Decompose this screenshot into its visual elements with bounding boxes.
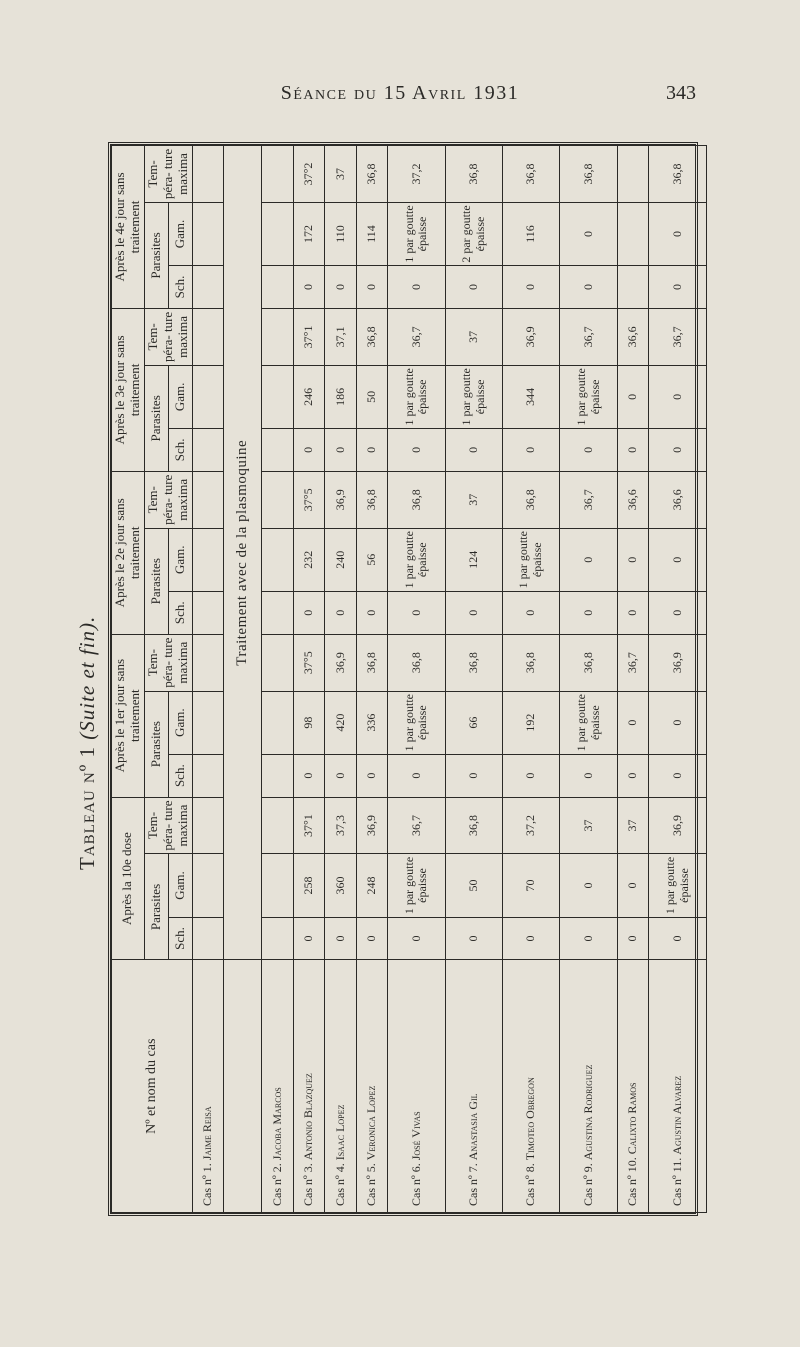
value-cell: 0 <box>649 266 707 309</box>
page-number: 343 <box>666 82 696 104</box>
value-cell <box>262 591 294 634</box>
value-cell <box>192 634 224 691</box>
value-cell: 66 <box>445 691 502 754</box>
value-cell: 37,3 <box>325 797 357 854</box>
case-prefix: Cas nº <box>523 1175 538 1206</box>
value-cell: 36,8 <box>503 146 560 203</box>
value-cell: 0 <box>325 591 357 634</box>
case-number: 11. <box>669 1157 684 1173</box>
table-caption-label: Tableau nº 1 <box>75 746 99 870</box>
case-patient-name: Isaac Lopez <box>332 1104 347 1161</box>
case-patient-name: Jaime Reisa <box>200 1106 215 1161</box>
value-cell: 336 <box>356 691 388 754</box>
case-prefix: Cas nº <box>465 1175 480 1206</box>
value-cell: 0 <box>649 754 707 797</box>
value-cell: 248 <box>356 854 388 917</box>
table-row <box>293 146 325 1213</box>
case-number: 10. <box>625 1157 640 1173</box>
value-cell: 0 <box>560 591 617 634</box>
table-row <box>445 146 502 1213</box>
value-cell: 50 <box>356 365 388 428</box>
table-row <box>192 146 224 1213</box>
value-cell: 0 <box>503 591 560 634</box>
value-cell: 37 <box>445 471 502 528</box>
value-cell: 36,7 <box>617 634 649 691</box>
case-name-cell <box>560 960 617 1213</box>
treatment-name-cell <box>224 960 262 1213</box>
case-patient-name: Agustin Alvarez <box>669 1075 684 1155</box>
value-cell <box>617 202 649 265</box>
value-cell <box>262 917 294 960</box>
value-cell: 344 <box>503 365 560 428</box>
case-number: 4. <box>332 1163 347 1173</box>
case-patient-name: José Vivas <box>408 1111 423 1161</box>
table-caption <box>75 70 105 870</box>
value-cell: 0 <box>649 528 707 591</box>
value-cell: 70 <box>503 854 560 917</box>
value-cell: 36,8 <box>649 146 707 203</box>
value-cell: 36,8 <box>445 146 502 203</box>
value-cell: 37,2 <box>388 146 445 203</box>
value-cell <box>192 471 224 528</box>
value-cell: 36,9 <box>356 797 388 854</box>
value-cell: 0 <box>445 266 502 309</box>
value-cell: 1 par goutte épaisse <box>388 854 445 917</box>
value-cell: 37 <box>325 146 357 203</box>
treatment-row <box>224 146 262 1213</box>
value-cell: 36,8 <box>445 634 502 691</box>
value-cell: 420 <box>325 691 357 754</box>
value-cell: 110 <box>325 202 357 265</box>
value-cell: 36,9 <box>649 634 707 691</box>
value-cell: 246 <box>293 365 325 428</box>
case-prefix: Cas nº <box>269 1175 284 1206</box>
value-cell: 36,9 <box>649 797 707 854</box>
value-cell <box>617 266 649 309</box>
gam-header: Gam. <box>168 691 192 754</box>
value-cell: 36,7 <box>388 797 445 854</box>
value-cell: 37,2 <box>503 797 560 854</box>
value-cell <box>262 471 294 528</box>
sch-header: Sch. <box>168 917 192 960</box>
value-cell: 0 <box>325 917 357 960</box>
value-cell <box>262 202 294 265</box>
case-name-cell <box>503 960 560 1213</box>
value-cell: 0 <box>388 754 445 797</box>
value-cell: 186 <box>325 365 357 428</box>
value-cell: 124 <box>445 528 502 591</box>
value-cell: 0 <box>560 266 617 309</box>
value-cell: 0 <box>503 917 560 960</box>
value-cell: 258 <box>293 854 325 917</box>
value-cell: 36,8 <box>560 146 617 203</box>
value-cell: 50 <box>445 854 502 917</box>
value-cell: 56 <box>356 528 388 591</box>
value-cell <box>262 854 294 917</box>
value-cell <box>192 365 224 428</box>
value-cell <box>192 428 224 471</box>
case-prefix: Cas nº <box>332 1175 347 1206</box>
sch-header: Sch. <box>168 428 192 471</box>
case-patient-name: Calixto Ramos <box>625 1082 640 1155</box>
value-cell: 0 <box>293 917 325 960</box>
value-cell: 0 <box>356 428 388 471</box>
value-cell: 36,6 <box>617 308 649 365</box>
value-cell: 36,8 <box>356 471 388 528</box>
sch-header: Sch. <box>168 754 192 797</box>
table-row <box>356 146 388 1213</box>
temp-header: Tem- péra- ture maxima <box>144 471 192 528</box>
value-cell <box>262 266 294 309</box>
value-cell: 36,7 <box>649 308 707 365</box>
gam-header: Gam. <box>168 365 192 428</box>
value-cell: 2 par goutte épaisse <box>445 202 502 265</box>
table-row <box>388 146 445 1213</box>
value-cell: 36,7 <box>388 308 445 365</box>
parasites-header: Parasites <box>144 528 168 634</box>
value-cell: 0 <box>617 917 649 960</box>
value-cell: 0 <box>649 428 707 471</box>
case-patient-name: Veronica Lopez <box>364 1085 379 1161</box>
value-cell <box>192 797 224 854</box>
value-cell: 0 <box>293 266 325 309</box>
value-cell: 1 par goutte épaisse <box>388 528 445 591</box>
value-cell <box>262 691 294 754</box>
value-cell: 36,8 <box>356 308 388 365</box>
value-cell: 0 <box>617 528 649 591</box>
value-cell: 192 <box>503 691 560 754</box>
value-cell: 116 <box>503 202 560 265</box>
value-cell <box>192 266 224 309</box>
value-cell: 1 par goutte épaisse <box>388 691 445 754</box>
case-prefix: Cas nº <box>200 1175 215 1206</box>
case-patient-name: Jacoba Marcos <box>269 1087 284 1161</box>
col-header-name: Nº et nom du cas <box>112 960 193 1213</box>
value-cell: 0 <box>617 854 649 917</box>
case-number: 2. <box>269 1163 284 1173</box>
value-cell: 0 <box>356 917 388 960</box>
value-cell: 0 <box>503 428 560 471</box>
value-cell: 36,6 <box>617 471 649 528</box>
case-patient-name: Anastasia Gil <box>465 1093 480 1161</box>
value-cell: 37 <box>445 308 502 365</box>
case-number: 3. <box>301 1163 316 1173</box>
value-cell: 0 <box>617 428 649 471</box>
value-cell: 0 <box>388 917 445 960</box>
case-prefix: Cas nº <box>580 1175 595 1206</box>
value-cell <box>617 146 649 203</box>
case-name-cell <box>356 960 388 1213</box>
group-header: Après le 3e jour sans traitement <box>112 308 145 471</box>
rotated-table-wrapper <box>111 145 695 1213</box>
value-cell <box>262 428 294 471</box>
case-prefix: Cas nº <box>408 1175 423 1206</box>
table-row <box>503 146 560 1213</box>
case-name-cell <box>192 960 224 1213</box>
value-cell <box>192 854 224 917</box>
case-patient-name: Agustina Rodriguez <box>580 1064 595 1161</box>
case-prefix: Cas nº <box>669 1175 684 1206</box>
value-cell <box>262 146 294 203</box>
value-cell: 240 <box>325 528 357 591</box>
case-name-cell <box>325 960 357 1213</box>
group-header: Après la 10e dose <box>112 797 145 960</box>
case-prefix: Cas nº <box>301 1175 316 1206</box>
value-cell <box>192 754 224 797</box>
table-row <box>325 146 357 1213</box>
case-number: 9. <box>580 1163 595 1173</box>
value-cell: 98 <box>293 691 325 754</box>
value-cell: 0 <box>325 428 357 471</box>
value-cell <box>262 365 294 428</box>
value-cell: 172 <box>293 202 325 265</box>
value-cell: 0 <box>560 202 617 265</box>
temp-header: Tem- péra- ture maxima <box>144 634 192 691</box>
case-number: 7. <box>465 1163 480 1173</box>
treatment-label: Traitement avec de la plasmoquine <box>224 146 262 960</box>
case-number: 5. <box>364 1163 379 1173</box>
value-cell: 1 par goutte épaisse <box>503 528 560 591</box>
value-cell: 36,8 <box>445 797 502 854</box>
group-header: Après le 2e jour sans traitement <box>112 471 145 634</box>
case-name-cell <box>262 960 294 1213</box>
group-header: Après le 4e jour sans traitement <box>112 146 145 309</box>
case-patient-name: Antonio Blazquez <box>301 1073 316 1161</box>
value-cell <box>262 528 294 591</box>
value-cell <box>192 308 224 365</box>
value-cell: 0 <box>649 691 707 754</box>
value-cell: 0 <box>617 691 649 754</box>
value-cell: 0 <box>560 917 617 960</box>
value-cell: 37,1 <box>325 308 357 365</box>
value-cell: 0 <box>560 528 617 591</box>
results-table <box>111 145 707 1213</box>
value-cell: 0 <box>356 266 388 309</box>
value-cell: 36,8 <box>388 634 445 691</box>
parasites-header: Parasites <box>144 365 168 471</box>
gam-header: Gam. <box>168 202 192 265</box>
value-cell: 36,8 <box>356 634 388 691</box>
value-cell: 0 <box>445 428 502 471</box>
case-name-cell <box>388 960 445 1213</box>
value-cell: 0 <box>560 428 617 471</box>
value-cell: 360 <box>325 854 357 917</box>
case-prefix: Cas nº <box>625 1175 640 1206</box>
temp-header: Tem- péra- ture maxima <box>144 797 192 854</box>
value-cell: 0 <box>560 754 617 797</box>
value-cell: 1 par goutte épaisse <box>560 365 617 428</box>
value-cell: 36,8 <box>560 634 617 691</box>
value-cell: 0 <box>293 591 325 634</box>
value-cell <box>192 691 224 754</box>
value-cell: 0 <box>617 591 649 634</box>
table-row <box>617 146 649 1213</box>
value-cell: 0 <box>503 266 560 309</box>
value-cell <box>192 146 224 203</box>
case-prefix: Cas nº <box>364 1175 379 1206</box>
running-header <box>0 82 800 112</box>
value-cell: 36,7 <box>560 308 617 365</box>
value-cell: 0 <box>649 365 707 428</box>
value-cell: 0 <box>617 365 649 428</box>
case-number: 1. <box>200 1163 215 1173</box>
table-row <box>560 146 617 1213</box>
case-name-cell <box>445 960 502 1213</box>
value-cell: 36,8 <box>356 146 388 203</box>
value-cell <box>262 634 294 691</box>
value-cell: 0 <box>503 754 560 797</box>
sch-header: Sch. <box>168 591 192 634</box>
case-name-cell <box>649 960 707 1213</box>
value-cell: 0 <box>293 754 325 797</box>
table-row <box>649 146 707 1213</box>
value-cell: 37°5 <box>293 634 325 691</box>
case-name-cell <box>293 960 325 1213</box>
value-cell: 0 <box>388 428 445 471</box>
value-cell: 0 <box>560 854 617 917</box>
value-cell: 1 par goutte épaisse <box>388 202 445 265</box>
value-cell: 0 <box>649 591 707 634</box>
value-cell: 37°1 <box>293 797 325 854</box>
value-cell <box>262 754 294 797</box>
value-cell: 37°2 <box>293 146 325 203</box>
temp-header: Tem- péra- ture maxima <box>144 146 192 203</box>
value-cell: 36,8 <box>388 471 445 528</box>
value-cell: 0 <box>445 917 502 960</box>
value-cell: 36,9 <box>503 308 560 365</box>
value-cell: 232 <box>293 528 325 591</box>
value-cell <box>192 202 224 265</box>
value-cell <box>192 528 224 591</box>
value-cell: 0 <box>325 754 357 797</box>
value-cell: 0 <box>293 428 325 471</box>
value-cell: 0 <box>445 591 502 634</box>
running-title: Séance du 15 Avril 1931 <box>280 82 520 104</box>
value-cell: 36,9 <box>325 634 357 691</box>
sch-header: Sch. <box>168 266 192 309</box>
value-cell: 1 par goutte épaisse <box>388 365 445 428</box>
value-cell: 36,6 <box>649 471 707 528</box>
value-cell: 0 <box>388 591 445 634</box>
value-cell: 0 <box>325 266 357 309</box>
case-number: 6. <box>408 1163 423 1173</box>
value-cell: 0 <box>356 591 388 634</box>
value-cell: 0 <box>445 754 502 797</box>
value-cell <box>192 917 224 960</box>
value-cell: 37 <box>617 797 649 854</box>
case-number: 8. <box>523 1163 538 1173</box>
value-cell: 37 <box>560 797 617 854</box>
table-caption-note: (Suite et fin). <box>75 615 99 740</box>
value-cell: 1 par goutte épaisse <box>560 691 617 754</box>
value-cell: 0 <box>649 917 707 960</box>
case-name-cell <box>617 960 649 1213</box>
value-cell: 0 <box>356 754 388 797</box>
temp-header: Tem- péra- ture maxima <box>144 308 192 365</box>
value-cell <box>262 308 294 365</box>
gam-header: Gam. <box>168 528 192 591</box>
group-header: Après le 1er jour sans traitement <box>112 634 145 797</box>
table-frame <box>108 142 698 1216</box>
value-cell: 36,7 <box>560 471 617 528</box>
value-cell: 1 par goutte épaisse <box>445 365 502 428</box>
case-patient-name: Timoteo Obregon <box>523 1077 538 1161</box>
value-cell <box>192 591 224 634</box>
value-cell: 0 <box>388 266 445 309</box>
parasites-header: Parasites <box>144 854 168 960</box>
value-cell: 114 <box>356 202 388 265</box>
value-cell: 1 par goutte épaisse <box>649 854 707 917</box>
table-row <box>262 146 294 1213</box>
parasites-header: Parasites <box>144 691 168 797</box>
value-cell: 0 <box>617 754 649 797</box>
value-cell: 37°1 <box>293 308 325 365</box>
gam-header: Gam. <box>168 854 192 917</box>
value-cell: 36,8 <box>503 471 560 528</box>
value-cell: 36,9 <box>325 471 357 528</box>
table-body <box>192 146 706 1213</box>
parasites-header: Parasites <box>144 202 168 308</box>
value-cell: 0 <box>649 202 707 265</box>
value-cell: 36,8 <box>503 634 560 691</box>
value-cell: 37°5 <box>293 471 325 528</box>
value-cell <box>262 797 294 854</box>
